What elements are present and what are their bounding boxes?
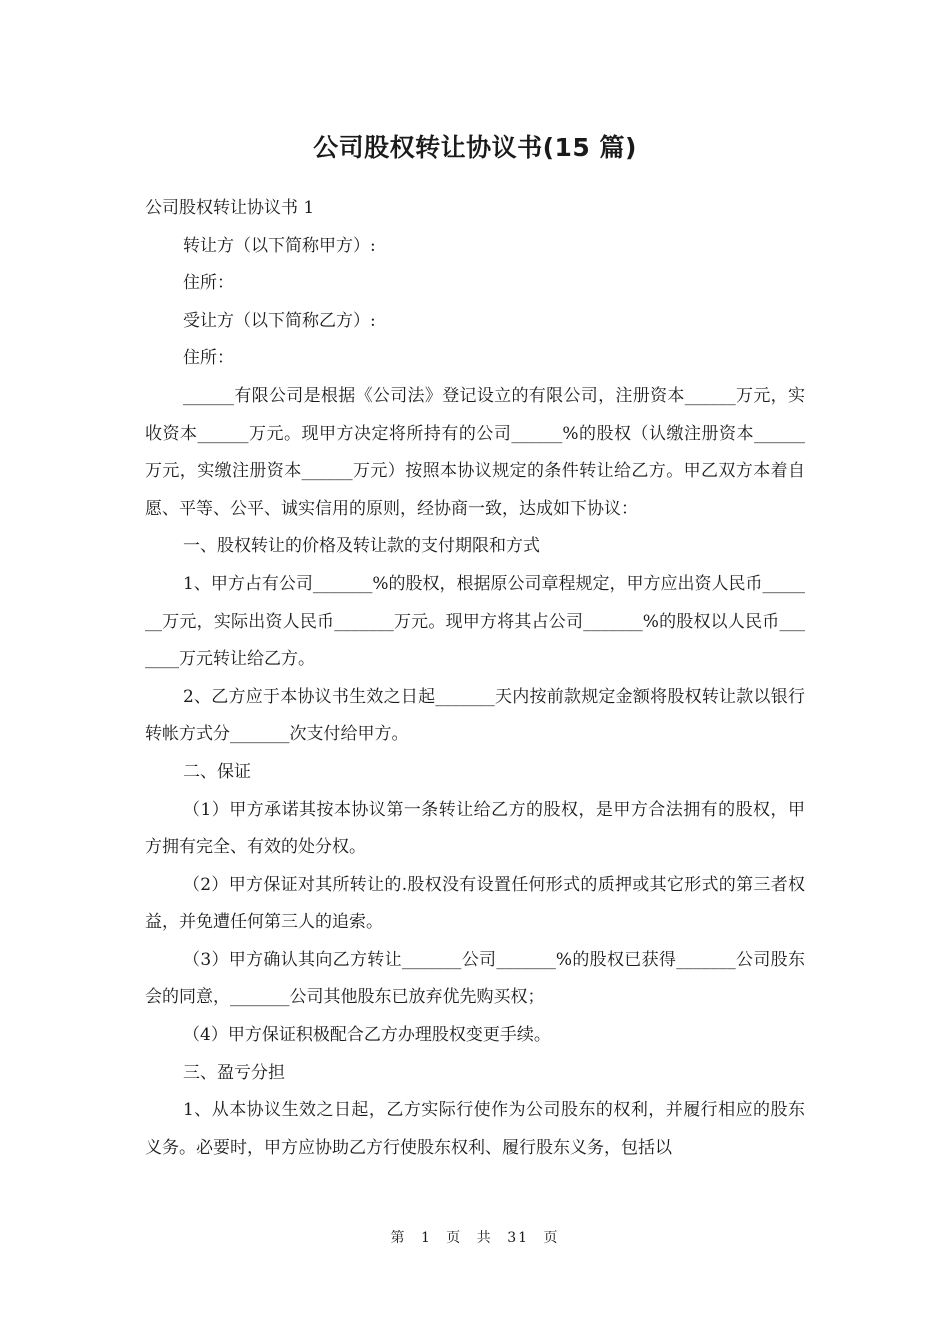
clause-2-2: （2）甲方保证对其所转让的.股权没有设置任何形式的质押或其它形式的第三者权益，并免遭任何第三人的追索。 — [145, 874, 805, 933]
clause-heading-1: 一、股权转让的价格及转让款的支付期限和方式 — [183, 536, 540, 557]
paragraph-preamble: ______有限公司是根据《公司法》登记设立的有限公司，注册资本______万元，实收资本______万元。现甲方决定将所持有的公司______%的股权（认缴注册资本______万元，实缴注册资本______万元）按照本协议规定的条件转让给乙方。甲乙双方本着自愿、平等、公平、诚实信用的原则，经协商一致，达成如下协议： — [145, 385, 805, 519]
clause-3-1: 1、从本协议生效之日起，乙方实际行使作为公司股东的权利，并履行相应的股东义务。必要时，甲方应协助乙方行使股东权利、履行股东义务，包括以 — [145, 1100, 805, 1158]
clause-1-1: 1、甲方占有公司_______%的股权，根据原公司章程规定，甲方应出资人民币_______万元，实际出资人民币_______万元。现甲方将其占公司_______%的股权以人民币_______万元转让给乙方。 — [145, 573, 805, 670]
page-footer: 第 1 页 共 31 页 — [390, 1230, 560, 1246]
clause-2-3: （3）甲方确认其向乙方转让_______公司_______%的股权已获得_______公司股东会的同意，_______公司其他股东已放弃优先购买权； — [145, 949, 805, 1008]
paragraph-transferor-address: 住所： — [183, 273, 234, 294]
section-heading: 公司股权转让协议书 1 — [145, 198, 315, 218]
clause-heading-2: 二、保证 — [183, 761, 251, 782]
paragraph-transferee: 受让方（以下简称乙方）: — [183, 310, 376, 331]
clause-heading-3: 三、盈亏分担 — [183, 1062, 285, 1083]
paragraph-transferee-address: 住所： — [183, 348, 234, 369]
paragraph-transferor: 转让方（以下简称甲方）: — [183, 235, 376, 256]
clause-2-4: （4）甲方保证积极配合乙方办理股权变更手续。 — [183, 1025, 551, 1046]
document-body — [145, 190, 805, 1167]
clause-2-1: （1）甲方承诺其按本协议第一条转让给乙方的股权，是甲方合法拥有的股权，甲方拥有完全、有效的处分权。 — [145, 799, 805, 858]
document-title: 公司股权转让协议书(15 篇) — [313, 133, 637, 162]
clause-1-2: 2、乙方应于本协议书生效之日起_______天内按前款规定金额将股权转让款以银行转帐方式分_______次支付给甲方。 — [145, 686, 805, 745]
